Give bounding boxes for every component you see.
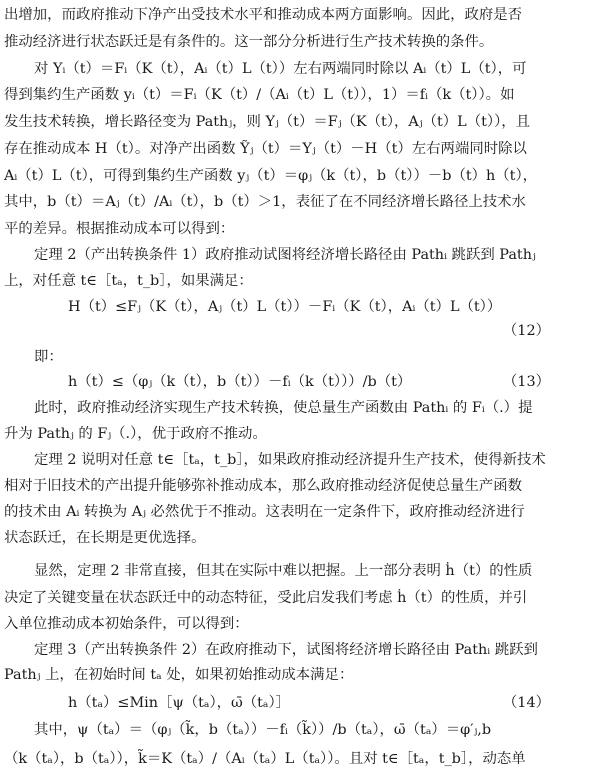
text-line: 得到集约生产函数 yᵢ（t）＝Fᵢ（K（t）/（Aᵢ（t）L（t）），1）＝fᵢ（k（t））。如 xyxy=(4,87,515,103)
text-line: 入单位推动成本初始条件，可以得到： xyxy=(4,616,249,632)
equation-13: h（t）≤（φⱼ（k（t），b（t））－fᵢ（k（t）））/b（t） xyxy=(68,374,412,390)
text-line: 其中，ψ（tₐ）＝（φⱼ（k̃，b（tₐ））－fᵢ（k̃））/b（tₐ），ω̄（tₐ）＝φ′ⱼ,b xyxy=(34,722,492,738)
text-line: 即： xyxy=(34,349,63,365)
equation-number-14: （14） xyxy=(502,695,550,711)
theorem-2-heading: 定理 2（产出转换条件 1）政府推动试图将经济增长路径由 Pathᵢ 跳跃到 Pathⱼ xyxy=(34,247,536,263)
text-line: 的技术由 Aᵢ 转换为 Aⱼ 必然优于不推动。这表明在一定条件下，政府推动经济进行 xyxy=(4,504,525,520)
text-line: 上，对任意 t∈［tₐ，t_b］，如果满足： xyxy=(4,273,253,289)
text-line: 升为 Pathⱼ 的 Fⱼ（.），优于政府不推动。 xyxy=(4,426,267,442)
equation-12: H（t）≤Fⱼ（K（t），Aⱼ（t）L（t））－Fᵢ（K（t），Aᵢ（t）L（t）） xyxy=(68,299,502,315)
text-line: Pathⱼ 上，在初始时间 tₐ 处，如果初始推动成本满足： xyxy=(4,667,354,683)
equation-number-12: （12） xyxy=(502,323,550,339)
text-line: 显然，定理 2 非常直接，但其在实际中难以把握。上一部分表明 ḣ（t）的性质 xyxy=(34,563,533,579)
text-line: 状态跃迁，在长期是更优选择。 xyxy=(4,530,206,546)
text-line: 出增加，而政府推动下净产出受技术水平和推动成本两方面影响。因此，政府是否 xyxy=(4,7,523,23)
text-line: 发生技术转换，增长路径变为 Pathⱼ，则 Yⱼ（t）＝Fⱼ（K（t），Aⱼ（t）L（t）），且 xyxy=(4,114,531,130)
text-line: （k（tₐ），b（tₐ）），k̃＝K（tₐ）/（Aᵢ（tₐ）L（tₐ））。且对 t∈［tₐ，t_b］，动态单 xyxy=(4,751,526,767)
text-line: 平的差异。根据推动成本可以得到： xyxy=(4,221,235,237)
text-line: 决定了关键变量在状态跃迁中的动态特征，受此启发我们考虑 ḣ（t）的性质，并引 xyxy=(4,590,528,606)
text-line: Aᵢ（t）L（t），可得到集约生产函数 yⱼ（t）＝φⱼ（k（t），b（t））－b（t）h（t）， xyxy=(4,168,538,184)
equation-14: h（tₐ）≤Min［ψ（tₐ），ω̄（tₐ）］ xyxy=(68,695,291,711)
text-line: 相对于旧技术的产出提升能够弥补推动成本，那么政府推动经济促使总量生产函数 xyxy=(4,478,523,494)
text-line: 对 Yᵢ（t）＝Fᵢ（K（t），Aᵢ（t）L（t））左右两端同时除以 Aᵢ（t）L（t），可 xyxy=(34,61,527,77)
theorem-3-heading: 定理 3（产出转换条件 2）在政府推动下，试图将经济增长路径由 Pathᵢ 跳跃到 xyxy=(34,642,538,658)
text-line: 存在推动成本 H（t）。对净产出函数 Ỹⱼ（t）＝Yⱼ（t）－H（t）左右两端同时除以 xyxy=(4,141,527,157)
text-line: 此时，政府推动经济实现生产技术转换，使总量生产函数由 Pathᵢ 的 Fᵢ（.）提 xyxy=(34,400,533,416)
text-line: 其中，b（t）＝Aⱼ（t）/Aᵢ（t），b（t）＞1，表征了在不同经济增长路径上技术水 xyxy=(4,194,526,210)
text-line: 定理 2 说明对任意 t∈［tₐ，t_b］，如果政府推动经济提升生产技术，使得新技术 xyxy=(34,452,546,468)
equation-number-13: （13） xyxy=(502,374,550,390)
text-line: 推动经济进行状态跃迁是有条件的。这一部分分析进行生产技术转换的条件。 xyxy=(4,34,494,50)
